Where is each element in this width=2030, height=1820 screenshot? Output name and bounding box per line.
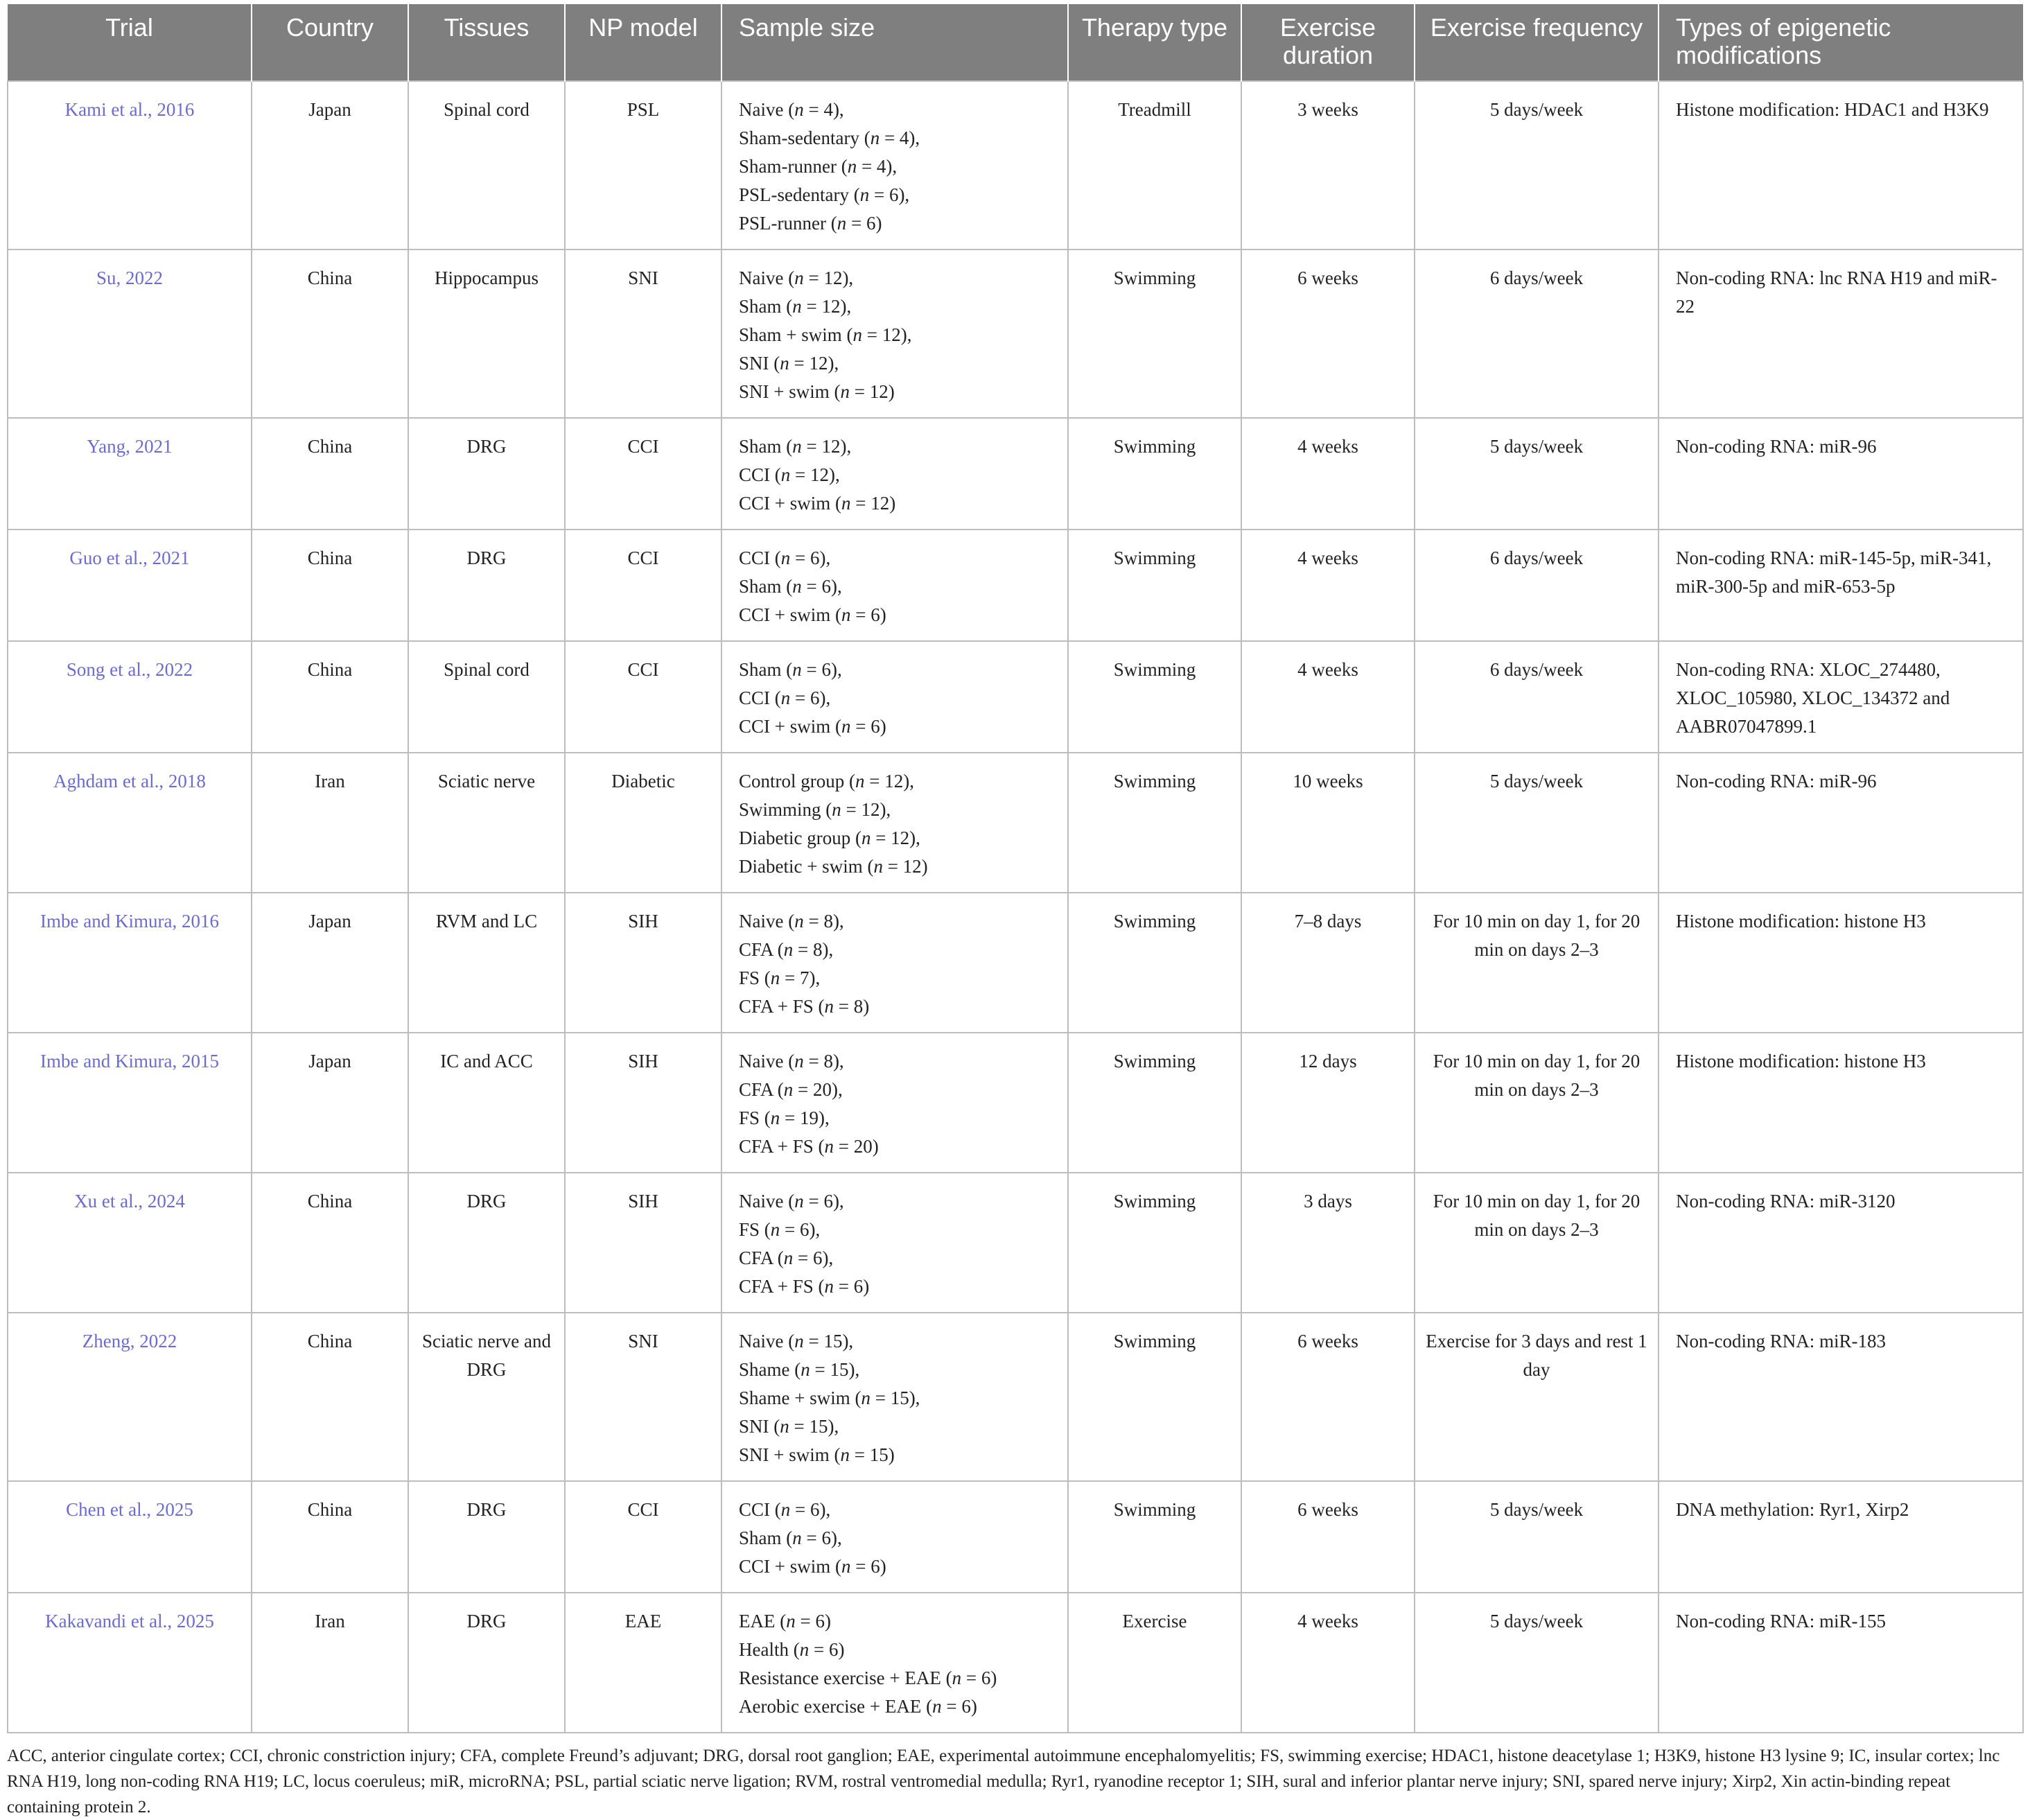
trial-cell[interactable]: Imbe and Kimura, 2015 (8, 1033, 252, 1173)
trial-cell[interactable]: Su, 2022 (8, 250, 252, 418)
sample-size-cell (721, 1173, 1068, 1313)
np-model-cell: SIH (565, 1033, 721, 1173)
epigenetic-modification-cell: Non-coding RNA: miR-155 (1659, 1593, 2023, 1733)
sample-group-line: SNI + swim (n = 12) (739, 381, 895, 402)
epigenetic-modification-cell: Non-coding RNA: miR-96 (1659, 753, 2023, 893)
therapy-type-cell: Swimming (1068, 1481, 1241, 1593)
np-model-cell: CCI (565, 1481, 721, 1593)
country-cell: China (252, 1313, 408, 1481)
sample-group-line: CCI (n = 12), (739, 464, 840, 485)
tissues-cell: DRG (408, 1593, 565, 1733)
therapy-type-cell: Swimming (1068, 1313, 1241, 1481)
sample-size-cell (721, 753, 1068, 893)
epigenetic-trials-table (7, 4, 2024, 1733)
sample-group-line: Sham (n = 12), (739, 436, 852, 457)
sample-group-line: Naive (n = 15), (739, 1331, 854, 1351)
exercise-duration-cell: 6 weeks (1241, 250, 1415, 418)
exercise-frequency-cell: For 10 min on day 1, for 20 min on days 2–3 (1415, 1033, 1659, 1173)
sample-size-cell (721, 641, 1068, 753)
sample-group-line: PSL-runner (n = 6) (739, 213, 882, 234)
table-row (8, 1033, 2023, 1173)
epigenetic-modification-cell: DNA methylation: Ryr1, Xirp2 (1659, 1481, 2023, 1593)
sample-group-line: CFA + FS (n = 20) (739, 1136, 879, 1157)
np-model-cell: CCI (565, 641, 721, 753)
np-model-cell: Diabetic (565, 753, 721, 893)
table-container (7, 4, 2022, 1820)
trial-cell[interactable]: Aghdam et al., 2018 (8, 753, 252, 893)
epigenetic-modification-cell: Non-coding RNA: miR-3120 (1659, 1173, 2023, 1313)
epigenetic-modification-cell: Non-coding RNA: XLOC_274480, XLOC_105980, XLOC_134372 and AABR07047899.1 (1659, 641, 2023, 753)
exercise-duration-cell: 7–8 days (1241, 893, 1415, 1033)
sample-size-cell (721, 418, 1068, 530)
therapy-type-cell: Exercise (1068, 1593, 1241, 1733)
sample-group-line: CFA (n = 6), (739, 1248, 834, 1268)
tissues-cell: Sciatic nerve (408, 753, 565, 893)
table-row (8, 81, 2023, 250)
tissues-cell: Spinal cord (408, 641, 565, 753)
table-row (8, 250, 2023, 418)
trial-cell[interactable]: Kakavandi et al., 2025 (8, 1593, 252, 1733)
col-header-therapy-type: Therapy type (1068, 4, 1241, 81)
exercise-frequency-cell: 5 days/week (1415, 1593, 1659, 1733)
np-model-cell: SIH (565, 893, 721, 1033)
tissues-cell: Sciatic nerve and DRG (408, 1313, 565, 1481)
country-cell: Iran (252, 753, 408, 893)
sample-size-cell (721, 81, 1068, 250)
sample-group-line: CFA + FS (n = 6) (739, 1276, 870, 1297)
sample-group-line: SNI (n = 15), (739, 1416, 839, 1437)
exercise-duration-cell: 12 days (1241, 1033, 1415, 1173)
trial-cell[interactable]: Xu et al., 2024 (8, 1173, 252, 1313)
epigenetic-modification-cell: Non-coding RNA: miR-183 (1659, 1313, 2023, 1481)
table-row (8, 1593, 2023, 1733)
np-model-cell: SNI (565, 1313, 721, 1481)
exercise-duration-cell: 10 weeks (1241, 753, 1415, 893)
table-footnote: ACC, anterior cingulate cortex; CCI, chronic constriction injury; CFA, complete Freund’s adjuvant; DRG, dorsal root ganglion; EAE, experimental autoimmune encephalomyelitis; FS, swimming exercise; HDAC1, histone deacetylase 1; H3K9, histone H3 lysine 9; IC, insular cortex; lnc RNA H19, long non-coding RNA H19; LC, locus coeruleus; miR, microRNA; PSL, partial sciatic nerve ligation; RVM, rostral ventromedial medulla; Ryr1, ryanodine receptor 1; SIH, sural and inferior plantar nerve injury; SNI, spared nerve injury; Xirp2, Xin actin-binding repeat containing protein 2. (7, 1747, 2000, 1817)
sample-group-line: CCI + swim (n = 6) (739, 1556, 886, 1577)
therapy-type-cell: Swimming (1068, 641, 1241, 753)
sample-group-line: Naive (n = 6), (739, 1191, 844, 1211)
np-model-cell: EAE (565, 1593, 721, 1733)
epigenetic-modification-cell: Histone modification: histone H3 (1659, 893, 2023, 1033)
sample-size-cell (721, 1593, 1068, 1733)
col-header-country: Country (252, 4, 408, 81)
sample-group-line: Diabetic + swim (n = 12) (739, 856, 928, 877)
therapy-type-cell: Swimming (1068, 418, 1241, 530)
trial-cell[interactable]: Guo et al., 2021 (8, 530, 252, 641)
exercise-duration-cell: 4 weeks (1241, 530, 1415, 641)
exercise-duration-cell: 6 weeks (1241, 1313, 1415, 1481)
exercise-frequency-cell: 6 days/week (1415, 641, 1659, 753)
sample-group-line: Sham (n = 6), (739, 659, 842, 680)
sample-group-line: Sham-sedentary (n = 4), (739, 128, 920, 148)
therapy-type-cell: Swimming (1068, 1173, 1241, 1313)
table-row (8, 1173, 2023, 1313)
exercise-frequency-cell: 5 days/week (1415, 418, 1659, 530)
table-row (8, 418, 2023, 530)
sample-group-line: Shame + swim (n = 15), (739, 1388, 920, 1408)
exercise-frequency-cell: Exercise for 3 days and rest 1 day (1415, 1313, 1659, 1481)
col-header-exercise-frequency: Exercise frequency (1415, 4, 1659, 81)
exercise-frequency-cell: 6 days/week (1415, 530, 1659, 641)
table-row (8, 753, 2023, 893)
trial-cell[interactable]: Kami et al., 2016 (8, 81, 252, 250)
country-cell: China (252, 418, 408, 530)
country-cell: China (252, 641, 408, 753)
country-cell: China (252, 250, 408, 418)
table-row (8, 641, 2023, 753)
col-header-exercise-duration: Exercise duration (1241, 4, 1415, 81)
sample-group-line: Diabetic group (n = 12), (739, 828, 920, 848)
col-header-trial: Trial (8, 4, 252, 81)
country-cell: Japan (252, 81, 408, 250)
sample-group-line: Naive (n = 4), (739, 99, 844, 120)
country-cell: China (252, 1173, 408, 1313)
exercise-duration-cell: 4 weeks (1241, 1593, 1415, 1733)
np-model-cell: CCI (565, 418, 721, 530)
exercise-frequency-cell: 5 days/week (1415, 1481, 1659, 1593)
sample-group-line: CCI (n = 6), (739, 548, 831, 568)
np-model-cell: SNI (565, 250, 721, 418)
sample-group-line: PSL-sedentary (n = 6), (739, 184, 910, 205)
therapy-type-cell: Swimming (1068, 250, 1241, 418)
sample-group-line: CFA (n = 20), (739, 1079, 843, 1100)
trial-cell[interactable]: Zheng, 2022 (8, 1313, 252, 1481)
sample-group-line: Shame (n = 15), (739, 1359, 860, 1380)
sample-group-line: FS (n = 6), (739, 1219, 821, 1240)
tissues-cell: DRG (408, 1173, 565, 1313)
tissues-cell: RVM and LC (408, 893, 565, 1033)
sample-group-line: CCI + swim (n = 6) (739, 716, 886, 737)
sample-group-line: Control group (n = 12), (739, 771, 914, 791)
sample-group-line: CCI (n = 6), (739, 1499, 831, 1520)
exercise-frequency-cell: For 10 min on day 1, for 20 min on days 2–3 (1415, 1173, 1659, 1313)
exercise-frequency-cell: 5 days/week (1415, 753, 1659, 893)
sample-group-line: CFA (n = 8), (739, 939, 834, 960)
exercise-frequency-cell: 6 days/week (1415, 250, 1659, 418)
tissues-cell: DRG (408, 418, 565, 530)
table-body (8, 81, 2023, 1733)
sample-group-line: CCI + swim (n = 6) (739, 604, 886, 625)
col-header-tissues: Tissues (408, 4, 565, 81)
sample-group-line: Sham-runner (n = 4), (739, 156, 898, 177)
header-row (8, 4, 2023, 81)
country-cell: Japan (252, 1033, 408, 1173)
np-model-cell: SIH (565, 1173, 721, 1313)
sample-size-cell (721, 250, 1068, 418)
col-header-epigenetic-modifications: Types of epigenetic modifications (1659, 4, 2023, 81)
exercise-frequency-cell: For 10 min on day 1, for 20 min on days 2–3 (1415, 893, 1659, 1033)
sample-group-line: Aerobic exercise + EAE (n = 6) (739, 1696, 977, 1717)
sample-size-cell (721, 1313, 1068, 1481)
sample-group-line: Naive (n = 8), (739, 1051, 844, 1071)
sample-group-line: Sham + swim (n = 12), (739, 324, 912, 345)
sample-group-line: Naive (n = 8), (739, 911, 844, 931)
np-model-cell: PSL (565, 81, 721, 250)
sample-group-line: Sham (n = 6), (739, 1528, 842, 1548)
tissues-cell: Hippocampus (408, 250, 565, 418)
np-model-cell: CCI (565, 530, 721, 641)
exercise-frequency-cell: 5 days/week (1415, 81, 1659, 250)
col-header-np-model: NP model (565, 4, 721, 81)
trial-cell[interactable]: Chen et al., 2025 (8, 1481, 252, 1593)
table-row (8, 530, 2023, 641)
trial-cell[interactable]: Song et al., 2022 (8, 641, 252, 753)
country-cell: China (252, 1481, 408, 1593)
table-header (8, 4, 2023, 81)
therapy-type-cell: Swimming (1068, 530, 1241, 641)
sample-group-line: Naive (n = 12), (739, 268, 854, 288)
epigenetic-modification-cell: Non-coding RNA: miR-96 (1659, 418, 2023, 530)
sample-size-cell (721, 530, 1068, 641)
country-cell: China (252, 530, 408, 641)
sample-group-line: Sham (n = 6), (739, 576, 842, 597)
table-row (8, 1481, 2023, 1593)
epigenetic-modification-cell: Histone modification: histone H3 (1659, 1033, 2023, 1173)
sample-group-line: EAE (n = 6) (739, 1611, 831, 1631)
trial-cell[interactable]: Yang, 2021 (8, 418, 252, 530)
exercise-duration-cell: 3 weeks (1241, 81, 1415, 250)
tissues-cell: DRG (408, 1481, 565, 1593)
country-cell: Iran (252, 1593, 408, 1733)
sample-group-line: CCI + swim (n = 12) (739, 493, 896, 514)
tissues-cell: IC and ACC (408, 1033, 565, 1173)
sample-group-line: Health (n = 6) (739, 1639, 845, 1660)
therapy-type-cell: Treadmill (1068, 81, 1241, 250)
therapy-type-cell: Swimming (1068, 893, 1241, 1033)
epigenetic-modification-cell: Non-coding RNA: miR-145-5p, miR-341, miR-300-5p and miR-653-5p (1659, 530, 2023, 641)
exercise-duration-cell: 4 weeks (1241, 418, 1415, 530)
sample-group-line: SNI + swim (n = 15) (739, 1444, 895, 1465)
exercise-duration-cell: 6 weeks (1241, 1481, 1415, 1593)
sample-group-line: FS (n = 19), (739, 1108, 830, 1128)
sample-group-line: SNI (n = 12), (739, 353, 839, 374)
sample-group-line: CFA + FS (n = 8) (739, 996, 870, 1017)
sample-group-line: Resistance exercise + EAE (n = 6) (739, 1668, 997, 1688)
epigenetic-modification-cell: Non-coding RNA: lnc RNA H19 and miR-22 (1659, 250, 2023, 418)
trial-cell[interactable]: Imbe and Kimura, 2016 (8, 893, 252, 1033)
epigenetic-modification-cell: Histone modification: HDAC1 and H3K9 (1659, 81, 2023, 250)
table-row (8, 893, 2023, 1033)
therapy-type-cell: Swimming (1068, 1033, 1241, 1173)
tissues-cell: Spinal cord (408, 81, 565, 250)
sample-group-line: FS (n = 7), (739, 968, 821, 988)
therapy-type-cell: Swimming (1068, 753, 1241, 893)
tissues-cell: DRG (408, 530, 565, 641)
sample-group-line: Swimming (n = 12), (739, 799, 891, 820)
sample-size-cell (721, 1481, 1068, 1593)
sample-group-line: CCI (n = 6), (739, 688, 831, 708)
col-header-sample-size: Sample size (721, 4, 1068, 81)
exercise-duration-cell: 3 days (1241, 1173, 1415, 1313)
country-cell: Japan (252, 893, 408, 1033)
sample-size-cell (721, 1033, 1068, 1173)
exercise-duration-cell: 4 weeks (1241, 641, 1415, 753)
sample-group-line: Sham (n = 12), (739, 296, 852, 317)
sample-size-cell (721, 893, 1068, 1033)
table-row (8, 1313, 2023, 1481)
